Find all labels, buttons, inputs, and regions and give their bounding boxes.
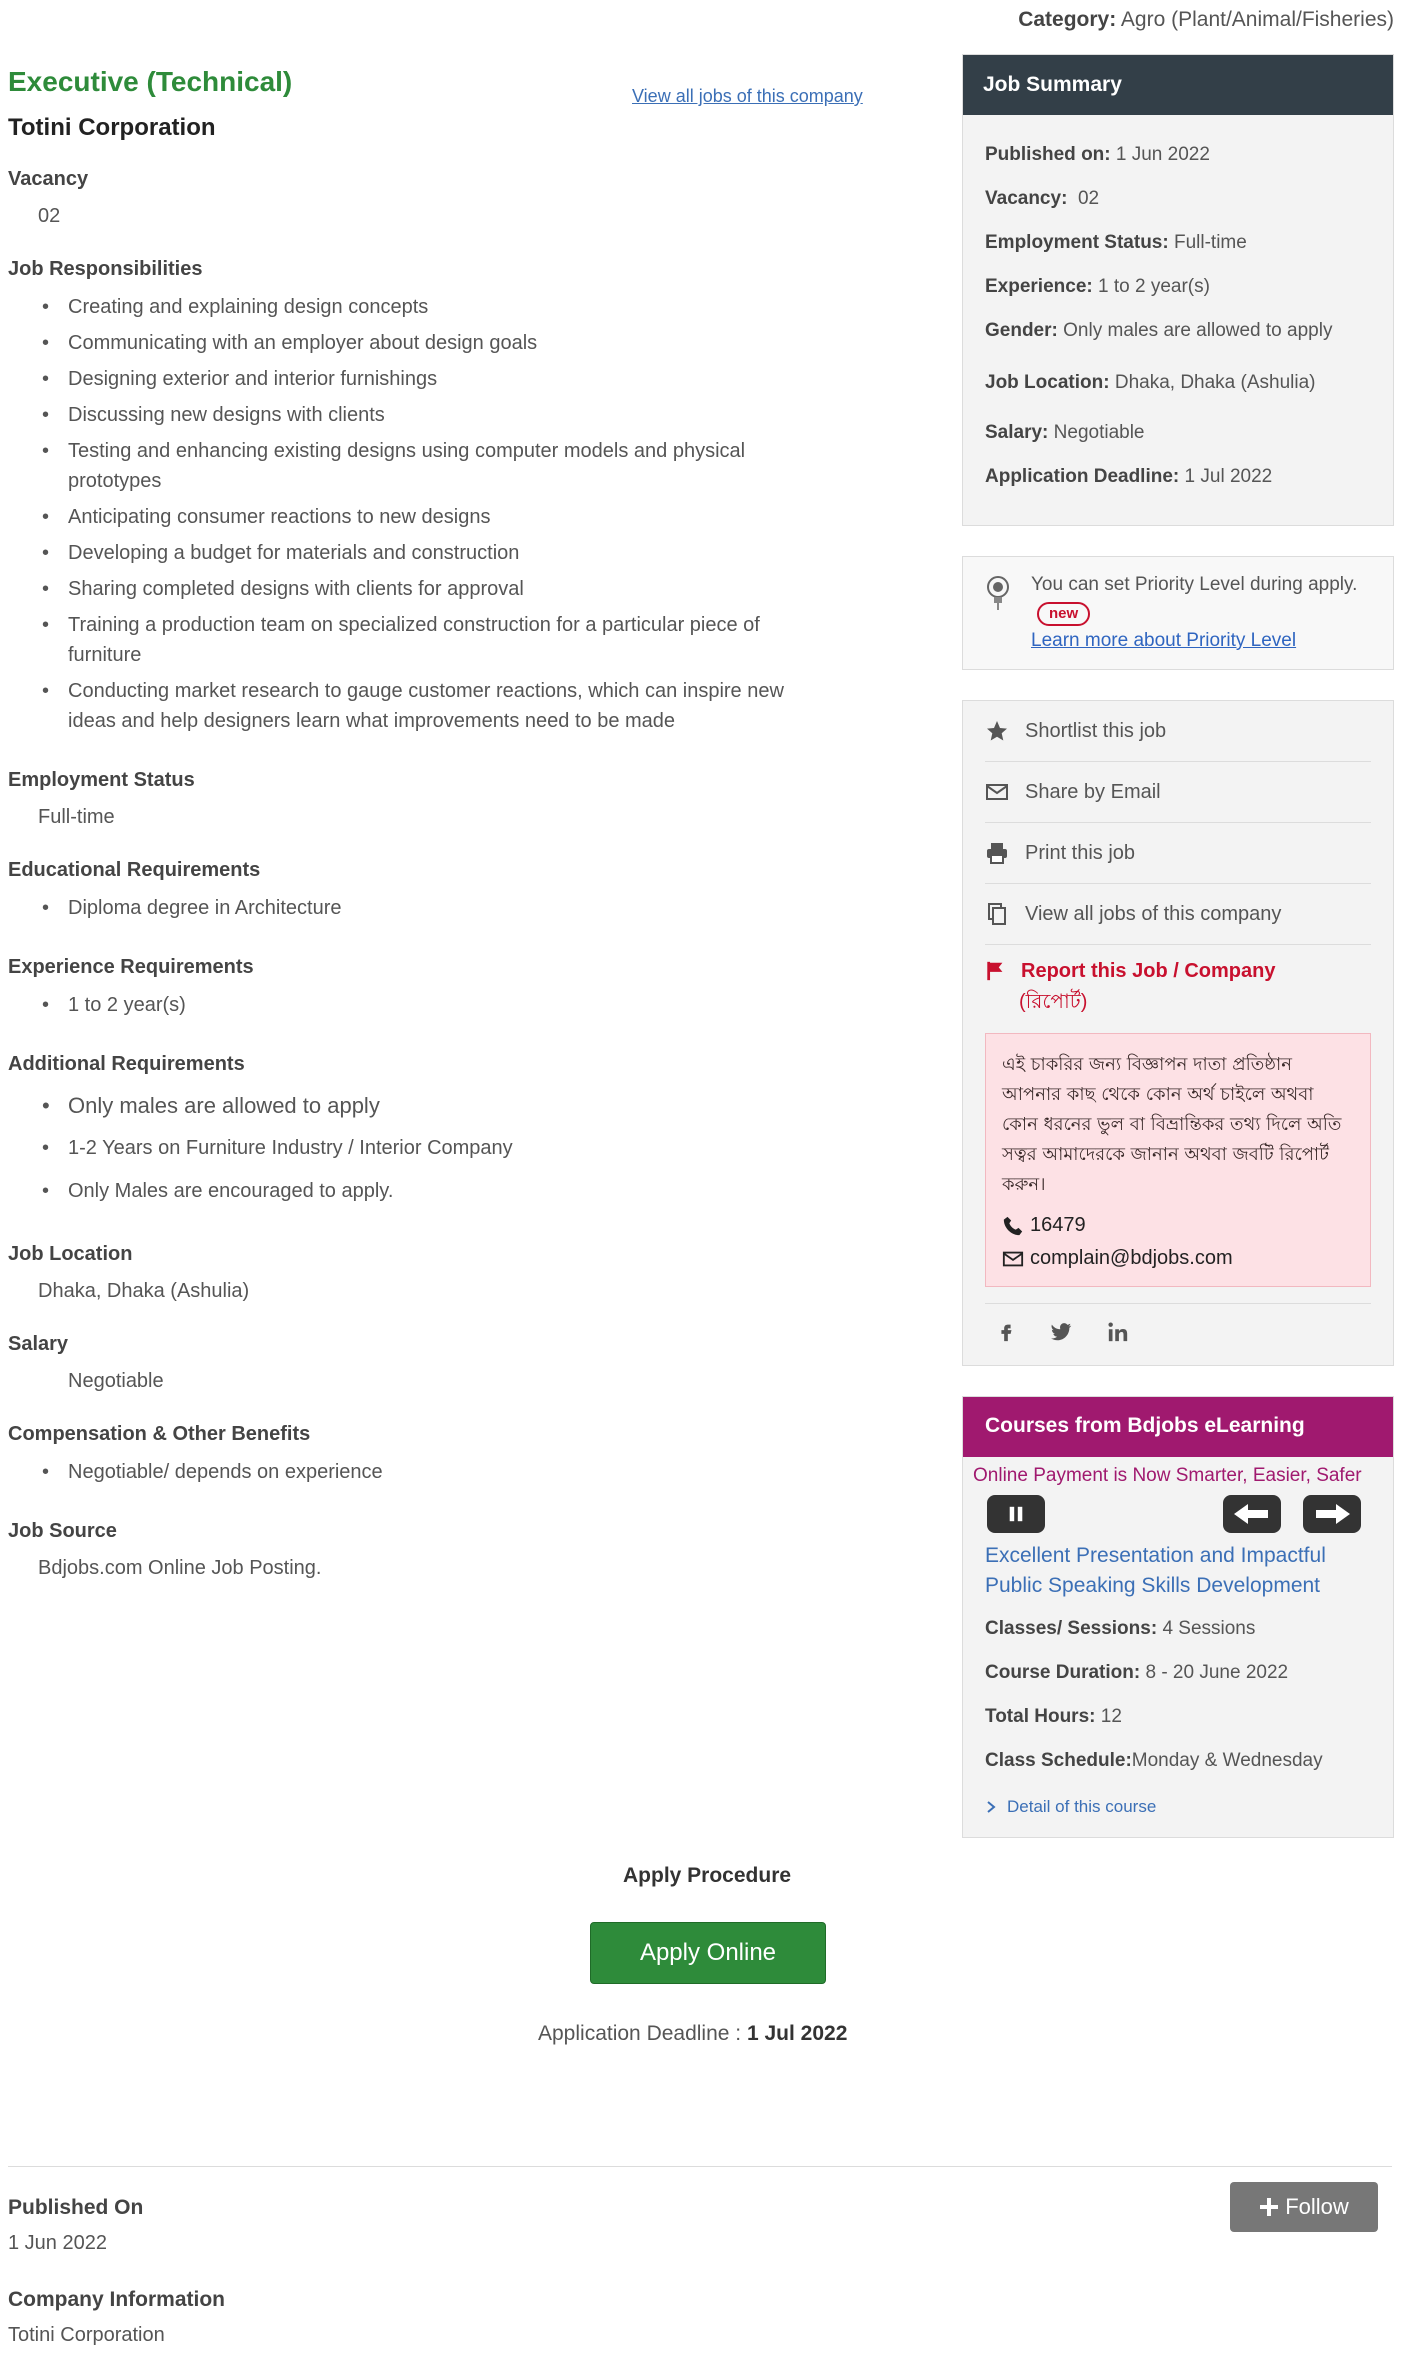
fraud-warning-box bbox=[985, 1033, 1371, 1287]
flag-icon bbox=[985, 959, 1007, 983]
job-actions-panel bbox=[962, 700, 1394, 1366]
view-all-label: View all jobs of this company bbox=[1025, 902, 1282, 925]
priority-text bbox=[1031, 571, 1373, 627]
course-label: Total Hours: bbox=[985, 1706, 1096, 1727]
list-item: • Training a production team on specialized construction for a particular piece of bbox=[38, 607, 888, 643]
copy-icon bbox=[985, 902, 1009, 926]
priority-message: You can set Priority Level during apply. bbox=[1031, 574, 1358, 595]
course-row-hours bbox=[963, 1695, 1393, 1739]
new-badge: new bbox=[1037, 602, 1090, 626]
list-item: • Testing and enhancing existing designs using computer models and physical bbox=[38, 433, 888, 469]
list-item: • Anticipating consumer reactions to new designs bbox=[38, 499, 888, 535]
education-title: Educational Requirements bbox=[8, 859, 261, 881]
summary-label: Application Deadline: bbox=[985, 466, 1180, 487]
summary-row-published bbox=[963, 133, 1393, 177]
report-label: Report this Job / Company bbox=[1021, 959, 1276, 982]
summary-label: Experience: bbox=[985, 276, 1093, 297]
vacancy-title: Vacancy bbox=[8, 168, 89, 190]
job-summary-heading: Job Summary bbox=[963, 55, 1393, 115]
list-item: • Creating and explaining design concepts bbox=[38, 289, 888, 325]
course-label: Course Duration: bbox=[985, 1662, 1141, 1683]
summary-row-employment bbox=[963, 221, 1393, 265]
summary-label: Salary: bbox=[985, 422, 1049, 443]
shortlist-job-action[interactable] bbox=[985, 701, 1371, 762]
course-row-duration bbox=[963, 1651, 1393, 1695]
printer-icon bbox=[985, 841, 1009, 865]
summary-label: Vacancy: bbox=[985, 188, 1068, 209]
share-label: Share by Email bbox=[1025, 780, 1161, 803]
course-row-sessions bbox=[963, 1607, 1393, 1651]
summary-value: 1 to 2 year(s) bbox=[1098, 276, 1210, 297]
course-value: 12 bbox=[1100, 1706, 1122, 1727]
report-job-action[interactable] bbox=[985, 945, 1371, 1015]
view-all-jobs-action[interactable] bbox=[985, 884, 1371, 945]
print-label: Print this job bbox=[1025, 841, 1136, 864]
list-item: • Discussing new designs with clients bbox=[38, 397, 888, 433]
shortlist-label: Shortlist this job bbox=[1025, 719, 1167, 742]
fraud-warning-text: এই চাকরির জন্য বিজ্ঞাপন দাতা প্রতিষ্ঠান আপনার কাছ থেকে কোন অর্থ চাইলে অথবা কোন ধরনের ভুল বা বিভ্রান্তিকর তথ্য দিলে অতি সত্বর আমাদেরকে জানান অথবা জবটি রিপোর্ট করুন। bbox=[1002, 1054, 1342, 1195]
job-summary-panel bbox=[962, 54, 1394, 526]
employment-status-value: Full-time bbox=[38, 806, 115, 828]
helpline-email bbox=[1002, 1247, 1354, 1270]
course-label: Class Schedule: bbox=[985, 1750, 1132, 1771]
priority-learn-more-link[interactable]: Learn more about Priority Level bbox=[1031, 630, 1297, 651]
list-item-continued: furniture bbox=[68, 644, 142, 666]
phone-number: 16479 bbox=[1030, 1214, 1086, 1236]
list-item: • 1-2 Years on Furniture Industry / Interior Company bbox=[38, 1127, 888, 1170]
summary-value: 1 Jun 2022 bbox=[1115, 144, 1210, 165]
course-slider-controls bbox=[963, 1487, 1393, 1533]
additional-list bbox=[8, 1084, 888, 1213]
courses-promo-text: Online Payment is Now Smarter, Easier, Safer bbox=[973, 1465, 1362, 1486]
list-item: • Negotiable/ depends on experience bbox=[38, 1454, 888, 1490]
courses-heading: Courses from Bdjobs eLearning bbox=[963, 1397, 1393, 1457]
responsibilities-title: Job Responsibilities bbox=[8, 258, 203, 280]
helpline-phone bbox=[1002, 1214, 1354, 1237]
follow-company-button[interactable] bbox=[1230, 2182, 1378, 2232]
additional-title: Additional Requirements bbox=[8, 1053, 245, 1075]
list-item: • Developing a budget for materials and construction bbox=[38, 535, 888, 571]
course-value: 8 - 20 June 2022 bbox=[1145, 1662, 1289, 1683]
summary-label: Published on: bbox=[985, 144, 1111, 165]
job-details bbox=[8, 66, 888, 1580]
star-icon bbox=[985, 719, 1009, 743]
list-item: • Designing exterior and interior furnishings bbox=[38, 361, 888, 397]
list-item: • Conducting market research to gauge customer reactions, which can inspire new bbox=[38, 673, 888, 709]
view-all-jobs-link[interactable]: View all jobs of this company bbox=[632, 86, 863, 106]
footer-divider bbox=[8, 2166, 1392, 2167]
job-title: Executive (Technical) bbox=[8, 66, 293, 97]
summary-row-gender bbox=[963, 309, 1393, 353]
lightbulb-icon bbox=[985, 575, 1011, 611]
company-name: Totini Corporation bbox=[8, 114, 216, 141]
education-list bbox=[8, 890, 888, 926]
company-info-value: Totini Corporation bbox=[8, 2324, 165, 2346]
summary-row-location bbox=[963, 361, 1393, 405]
course-title-link[interactable]: Excellent Presentation and Impactful Public Speaking Skills Development bbox=[985, 1544, 1326, 1597]
salary-value: Negotiable bbox=[68, 1370, 164, 1392]
apply-online-button[interactable]: Apply Online bbox=[590, 1922, 826, 1984]
compensation-title: Compensation & Other Benefits bbox=[8, 1423, 311, 1445]
category-label: Category: bbox=[1018, 8, 1117, 31]
employment-status-title: Employment Status bbox=[8, 769, 195, 791]
source-title: Job Source bbox=[8, 1520, 117, 1542]
twitter-icon[interactable] bbox=[1051, 1321, 1073, 1343]
location-title: Job Location bbox=[8, 1243, 133, 1265]
category-line bbox=[1018, 8, 1394, 32]
published-on-value: 1 Jun 2022 bbox=[8, 2232, 107, 2254]
location-value: Dhaka, Dhaka (Ashulia) bbox=[38, 1280, 250, 1302]
apply-procedure-heading: Apply Procedure bbox=[623, 1864, 792, 1887]
summary-row-deadline bbox=[963, 455, 1393, 499]
slider-prev-button[interactable] bbox=[1223, 1495, 1281, 1533]
course-value: Monday & Wednesday bbox=[1131, 1750, 1323, 1771]
summary-value: Full-time bbox=[1173, 232, 1247, 253]
summary-value: 1 Jul 2022 bbox=[1184, 466, 1273, 487]
priority-panel bbox=[962, 556, 1394, 670]
courses-panel bbox=[962, 1396, 1394, 1838]
summary-label: Job Location: bbox=[985, 372, 1110, 393]
vacancy-value: 02 bbox=[38, 205, 61, 227]
source-value: Bdjobs.com Online Job Posting. bbox=[38, 1557, 322, 1579]
course-row-schedule bbox=[963, 1739, 1393, 1783]
linkedin-icon[interactable] bbox=[1107, 1321, 1129, 1343]
envelope-icon bbox=[1002, 1248, 1024, 1270]
social-share-bar bbox=[985, 1303, 1371, 1359]
print-job-action[interactable] bbox=[985, 823, 1371, 884]
arrow-right-icon bbox=[1312, 1502, 1352, 1526]
course-detail-link[interactable] bbox=[963, 1783, 1393, 1817]
envelope-icon bbox=[985, 780, 1009, 804]
list-item: • Only males are allowed to apply bbox=[38, 1084, 888, 1127]
salary-title: Salary bbox=[8, 1333, 69, 1355]
application-deadline bbox=[538, 2022, 847, 2046]
deadline-value: 1 Jul 2022 bbox=[746, 2022, 848, 2045]
list-item-continued: ideas and help designers learn what improvements need to be made bbox=[68, 710, 676, 732]
company-info-label: Company Information bbox=[8, 2288, 226, 2311]
share-email-action[interactable] bbox=[985, 762, 1371, 823]
summary-row-experience bbox=[963, 265, 1393, 309]
summary-label: Gender: bbox=[985, 320, 1058, 341]
follow-label: Follow bbox=[1285, 2194, 1349, 2219]
summary-value: Dhaka, Dhaka (Ashulia) bbox=[1114, 372, 1316, 393]
complaint-email: complain@bdjobs.com bbox=[1030, 1247, 1233, 1269]
list-item: • Only Males are encouraged to apply. bbox=[38, 1170, 888, 1213]
phone-icon bbox=[1002, 1215, 1024, 1237]
course-detail-label: Detail of this course bbox=[1007, 1797, 1157, 1816]
summary-value: Only males are allowed to apply bbox=[1063, 320, 1333, 341]
experience-title: Experience Requirements bbox=[8, 956, 254, 978]
summary-value: 02 bbox=[1077, 188, 1100, 209]
course-label: Classes/ Sessions: bbox=[985, 1618, 1158, 1639]
list-item-continued: prototypes bbox=[68, 470, 162, 492]
summary-row-vacancy bbox=[963, 177, 1393, 221]
facebook-icon[interactable] bbox=[995, 1321, 1017, 1343]
arrow-left-icon bbox=[1232, 1502, 1272, 1526]
plus-icon bbox=[1259, 2197, 1279, 2217]
responsibilities-list bbox=[8, 289, 888, 739]
list-item: • Diploma degree in Architecture bbox=[38, 890, 888, 926]
deadline-label: Application Deadline : bbox=[538, 2022, 742, 2045]
slider-next-button[interactable] bbox=[1303, 1495, 1361, 1533]
chevron-right-icon bbox=[985, 1801, 997, 1813]
experience-list bbox=[8, 987, 888, 1023]
pause-icon bbox=[1007, 1505, 1025, 1523]
list-item: • 1 to 2 year(s) bbox=[38, 987, 888, 1023]
category-value: Agro (Plant/Animal/Fisheries) bbox=[1120, 8, 1394, 31]
list-item: • Sharing completed designs with clients for approval bbox=[38, 571, 888, 607]
slider-pause-button[interactable] bbox=[987, 1495, 1045, 1533]
course-value: 4 Sessions bbox=[1162, 1618, 1256, 1639]
summary-label: Employment Status: bbox=[985, 232, 1169, 253]
compensation-list bbox=[8, 1454, 888, 1490]
summary-row-salary bbox=[963, 411, 1393, 455]
summary-value: Negotiable bbox=[1053, 422, 1145, 443]
list-item: • Communicating with an employer about design goals bbox=[38, 325, 888, 361]
published-on-label: Published On bbox=[8, 2196, 144, 2219]
report-bn-label: (রিপোর্ট) bbox=[1019, 991, 1088, 1013]
